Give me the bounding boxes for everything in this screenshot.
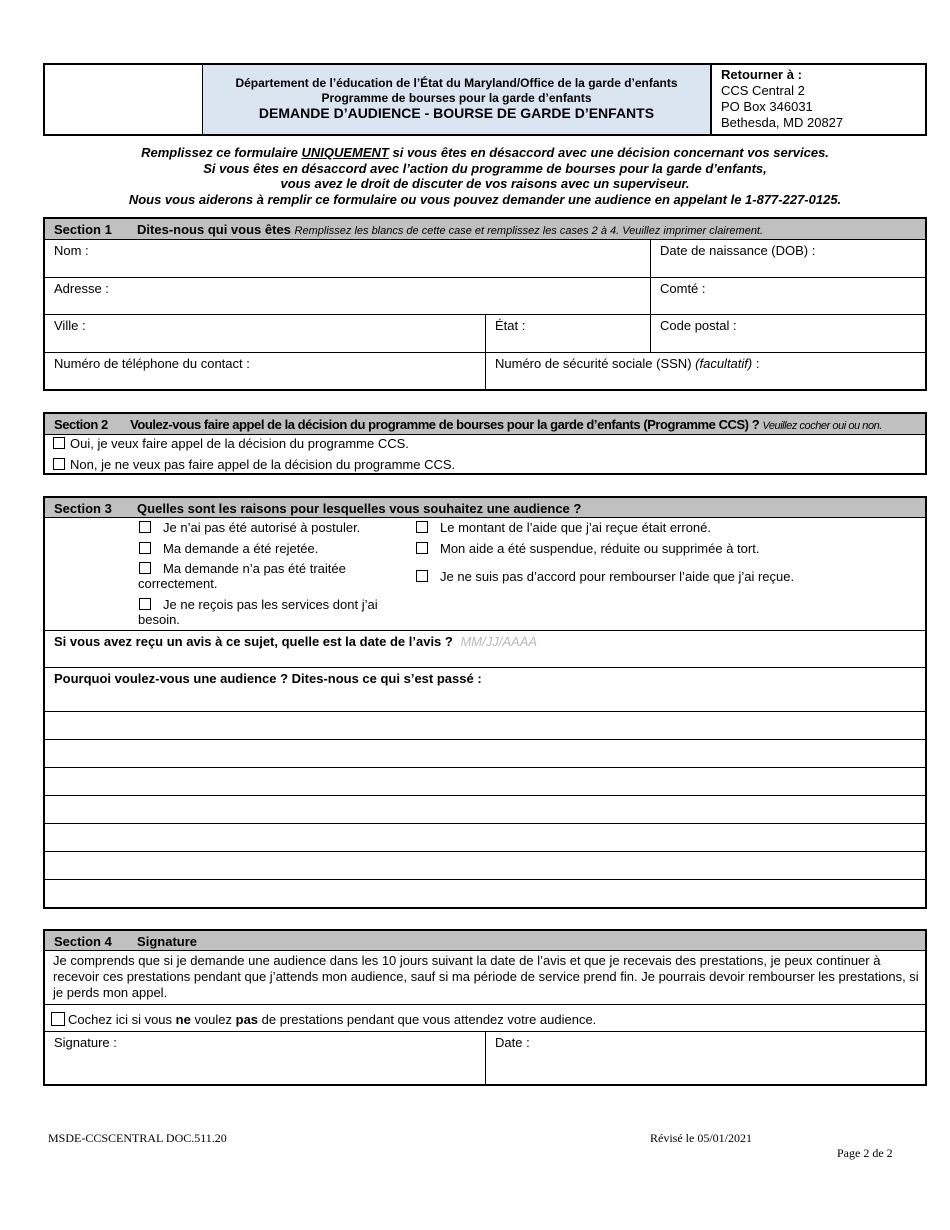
- signature-label: Signature :: [54, 1035, 117, 1050]
- section3-title: Quelles sont les raisons pour lesquelles vous souhaitez une audience ?: [137, 501, 582, 516]
- department-line: Département de l’éducation de l’État du Maryland/Office de la garde d’enfants: [235, 76, 678, 90]
- address-label: Adresse :: [54, 281, 109, 296]
- phone-field[interactable]: [45, 353, 486, 389]
- section1-number: Section 1: [54, 222, 112, 237]
- section1-title: Dites-nous qui vous êtes: [137, 222, 291, 237]
- name-field[interactable]: [45, 240, 651, 278]
- optout-checkbox[interactable]: [51, 1012, 65, 1026]
- city-field[interactable]: [45, 315, 486, 353]
- reason-wrong-amount-checkbox[interactable]: [416, 521, 428, 533]
- reason-not-processed[interactable]: [138, 561, 408, 591]
- intro-line-4: Nous vous aiderons à remplir ce formulaire ou vous pouvez demander une audience en appelant le 1-877-227-0125.: [128, 191, 842, 207]
- return-line-3: Bethesda, MD 20827: [721, 115, 844, 130]
- reason-repay-disagree[interactable]: [416, 569, 794, 584]
- appeal-yes-option[interactable]: [53, 436, 409, 451]
- ssn-optional: (facultatif): [695, 356, 753, 371]
- return-line-2: PO Box 346031: [721, 99, 813, 114]
- dob-label: Date de naissance (DOB) :: [660, 243, 816, 258]
- why-label: Pourquoi voulez-vous une audience ? Dites-nous ce qui s’est passé :: [54, 671, 482, 686]
- section3-number: Section 3: [54, 501, 112, 516]
- reason-not-allowed-checkbox[interactable]: [139, 521, 151, 533]
- revised-date: Révisé le 05/01/2021: [650, 1131, 752, 1145]
- reason-label: Je ne reçois pas les services dont j’ai besoin.: [138, 597, 378, 627]
- reason-no-services-checkbox[interactable]: [139, 598, 151, 610]
- reason-label: Je ne suis pas d’accord pour rembourser l’aide que j’ai reçue.: [440, 569, 795, 584]
- county-label: Comté :: [660, 281, 706, 296]
- dob-field[interactable]: [651, 240, 925, 278]
- return-label: Retourner à :: [721, 67, 802, 82]
- reason-wrong-amount[interactable]: [416, 520, 711, 535]
- signature-field[interactable]: [45, 1032, 486, 1084]
- city-label: Ville :: [54, 318, 86, 333]
- zip-field[interactable]: [651, 315, 925, 353]
- reason-label: Ma demande n’a pas été traitée correctement.: [138, 561, 346, 591]
- name-label: Nom :: [54, 243, 89, 258]
- ssn-label: Numéro de sécurité sociale (SSN): [495, 356, 692, 371]
- appeal-no-label: Non, je ne veux pas faire appel de la décision du programme CCS.: [70, 457, 456, 472]
- county-field[interactable]: [651, 278, 925, 315]
- address-field[interactable]: [45, 278, 651, 315]
- intro-line-1: Remplissez ce formulaire UNIQUEMENT si vous êtes en désaccord avec une décision concernant vos services.: [141, 145, 829, 160]
- section2-header: [45, 414, 925, 435]
- intro-emphasis: UNIQUEMENT: [301, 145, 389, 160]
- section3-header: [45, 498, 925, 518]
- appeal-yes-checkbox[interactable]: [53, 437, 65, 449]
- section1-note: Remplissez les blancs de cette case et remplissez les cases 2 à 4. Veuillez imprimer clairement.: [294, 225, 764, 237]
- section2-note: Veuillez cocher oui ou non.: [762, 420, 882, 432]
- reason-suspended-checkbox[interactable]: [416, 542, 428, 554]
- section3-divider: [45, 667, 925, 668]
- reason-repay-disagree-checkbox[interactable]: [416, 570, 428, 582]
- appeal-no-option[interactable]: [53, 457, 455, 472]
- header-title-block: [203, 65, 712, 134]
- section3-divider: [45, 630, 925, 631]
- reason-label: Mon aide a été suspendue, réduite ou supprimée à tort.: [440, 541, 760, 556]
- notice-date-row[interactable]: [54, 634, 537, 649]
- explanation-area[interactable]: [45, 690, 925, 907]
- section1-header: [45, 219, 925, 240]
- reason-rejected-checkbox[interactable]: [139, 542, 151, 554]
- return-address-block: [714, 65, 925, 134]
- phone-label: Numéro de téléphone du contact :: [54, 356, 250, 371]
- form-title: DEMANDE D’AUDIENCE - BOURSE DE GARDE D’ENFANTS: [258, 105, 655, 121]
- reason-no-services[interactable]: [138, 597, 413, 627]
- section4-header: [45, 931, 925, 951]
- reason-label: Je n’ai pas été autorisé à postuler.: [163, 520, 361, 535]
- date-field[interactable]: [486, 1032, 925, 1084]
- reason-rejected[interactable]: [138, 541, 408, 556]
- reason-suspended[interactable]: [416, 541, 759, 556]
- section4-number: Section 4: [54, 934, 112, 949]
- page-number: Page 2 de 2: [837, 1146, 893, 1160]
- section2-title: Voulez-vous faire appel de la décision du programme de bourses pour la garde d’enfants (Programme CCS) ?: [130, 417, 760, 432]
- state-label: État :: [495, 318, 526, 333]
- benefits-statement: Je comprends que si je demande une audience dans les 10 jours suivant la date de l’avis et que je recevais des prestations, je peux continuer à recevoir ces prestations pendant que j’attends mon audience, sauf si ma période de service prend fin. Je pourrais devoir rembourser les prestations, si je perds mon appel.: [53, 953, 919, 1000]
- return-line-1: CCS Central 2: [721, 83, 805, 98]
- intro-text: [45, 145, 925, 207]
- notice-date-label: Si vous avez reçu un avis à ce sujet, quelle est la date de l’avis ?: [54, 634, 453, 649]
- ssn-field[interactable]: Numéro de sécurité sociale (SSN) (facultatif) :: [495, 356, 760, 371]
- section2-number: Section 2: [54, 417, 108, 432]
- notice-date-placeholder[interactable]: MM/JJ/AAAA: [460, 634, 538, 649]
- optout-option[interactable]: Cochez ici si vous ne voulez pas de prestations pendant que vous attendez votre audience.: [51, 1012, 596, 1027]
- reason-label: Ma demande a été rejetée.: [163, 541, 319, 556]
- intro-line-3: vous avez le droit de discuter de vos raisons avec un superviseur.: [280, 176, 690, 191]
- appeal-no-checkbox[interactable]: [53, 458, 65, 470]
- reason-not-processed-checkbox[interactable]: [139, 562, 151, 574]
- reason-not-allowed[interactable]: [138, 520, 408, 535]
- zip-label: Code postal :: [660, 318, 737, 333]
- date-label: Date :: [495, 1035, 530, 1050]
- program-line: Programme de bourses pour la garde d’enfants: [321, 91, 592, 105]
- intro-line-2: Si vous êtes en désaccord avec l’action du programme de bourses pour la garde d’enfants,: [203, 160, 767, 176]
- reason-label: Le montant de l’aide que j’ai reçue était erroné.: [440, 520, 712, 535]
- section4-title: Signature: [137, 934, 198, 949]
- section4-divider: [45, 1004, 925, 1005]
- appeal-yes-label: Oui, je veux faire appel de la décision du programme CCS.: [70, 436, 409, 451]
- header-blank-box: [45, 65, 203, 134]
- state-field[interactable]: [486, 315, 651, 353]
- doc-id: MSDE-CCSCENTRAL DOC.511.20: [48, 1131, 227, 1145]
